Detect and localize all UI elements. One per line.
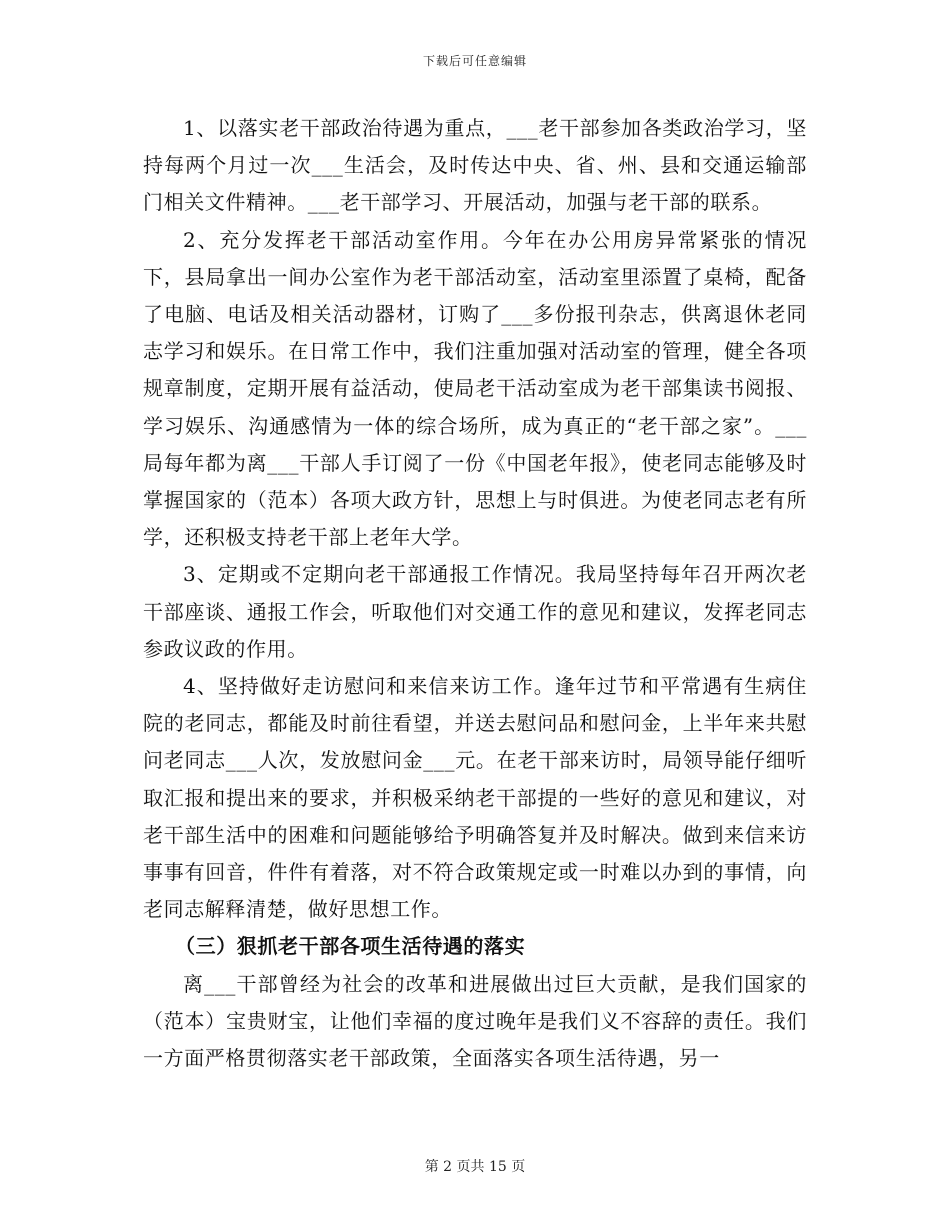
paragraph-item-2: 2、充分发挥老干部活动室作用。今年在办公用房异常紧张的情况下，县局拿出一间办公室作为老干部活动室，活动室里添置了桌椅，配备了电脑、电话及相关活动器材，订购了___多份报刊杂志，供离退休老同志学习和娱乐。在日常工作中，我们注重加强对活动室的管理，健全各项规章制度，定期开展有益活动，使局老干活动室成为老干部集读书阅报、学习娱乐、沟通感情为一体的综合场所，成为真正的“老干部之家”。___局每年都为离___干部人手订阅了一份《中国老年报》，使老同志能够及时掌握国家的（范本）各项大政方针，思想上与时俱进。为使老同志老有所学，还积极支持老干部上老年大学。 bbox=[143, 227, 807, 550]
section-heading: （三）狠抓老干部各项生活待遇的落实 bbox=[175, 934, 526, 959]
paragraph-item-1: 1、以落实老干部政治待遇为重点，___老干部参加各类政治学习，坚持每两个月过一次___生活会，及时传达中央、省、州、县和交通运输部门相关文件精神。___老干部学习、开展活动，加强与老干部的联系。 bbox=[143, 116, 807, 215]
closing-paragraph: 离___干部曾经为社会的改革和进展做出过巨大贡献，是我们国家的（范本）宝贵财宝，让他们幸福的度过晚年是我们义不容辞的责任。我们一方面严格贯彻落实老干部政策，全面落实各项生活待遇，另一 bbox=[143, 971, 807, 1071]
page-header: 下载后可任意编辑 bbox=[422, 54, 527, 68]
paragraph-item-4: 4、坚持做好走访慰问和来信来访工作。逢年过节和平常遇有生病住院的老同志，都能及时前往看望，并送去慰问品和慰问金，上半年来共慰问老同志___人次，发放慰问金___元。在老干部来访时，局领导能仔细听取汇报和提出来的要求，并积极采纳老干部提的一些好的意见和建议，对老干部生活中的困难和问题能够给予明确答复并及时解决。做到来信来访事事有回音，件件有着落，对不符合政策规定或一时难以办到的事情，向老同志解释清楚，做好思想工作。 bbox=[143, 674, 807, 922]
page-number: 第 2 页共 15 页 bbox=[424, 1159, 526, 1175]
document-body bbox=[143, 110, 807, 1077]
paragraph-item-3: 3、定期或不定期向老干部通报工作情况。我局坚持每年召开两次老干部座谈、通报工作会，听取他们对交通工作的意见和建议，发挥老同志参政议政的作用。 bbox=[143, 562, 807, 661]
